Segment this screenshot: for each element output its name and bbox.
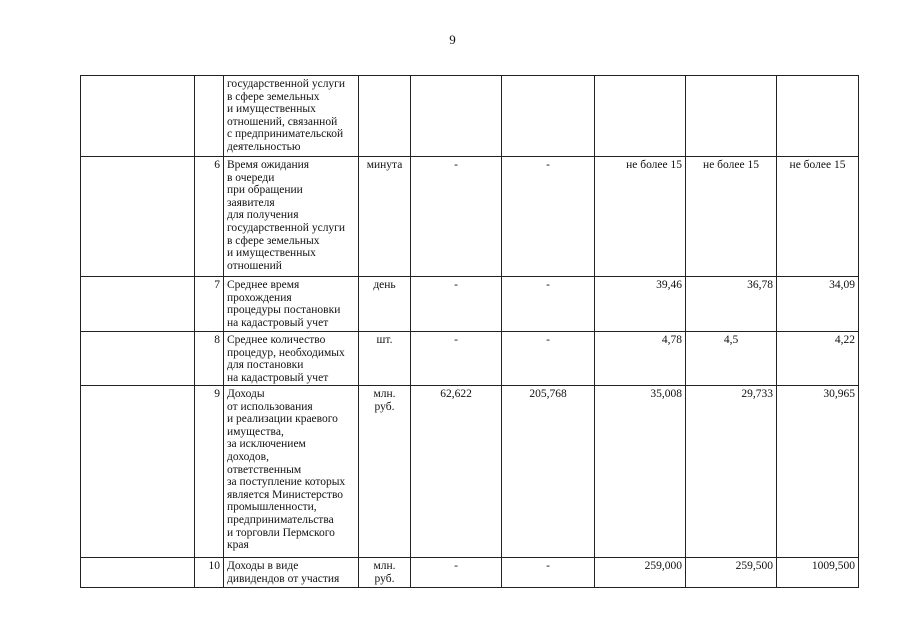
value-cell [411, 76, 502, 157]
blank-cell [81, 332, 195, 386]
unit-cell: минута [359, 157, 411, 277]
value-cell: не более 15 [595, 157, 686, 277]
unit-cell: день [359, 277, 411, 332]
table-row [81, 332, 859, 386]
value-cell: 30,965 [777, 386, 859, 558]
value-cell: 34,09 [777, 277, 859, 332]
value-cell: - [502, 332, 595, 386]
row-number [195, 76, 224, 157]
value-cell: 62,622 [411, 386, 502, 558]
value-cell: не более 15 [777, 157, 859, 277]
row-number: 10 [195, 558, 224, 588]
value-cell: 1009,500 [777, 558, 859, 588]
unit-cell [359, 76, 411, 157]
value-cell: - [502, 157, 595, 277]
value-cell [686, 76, 777, 157]
value-cell: 39,46 [595, 277, 686, 332]
value-cell: - [502, 558, 595, 588]
row-number: 8 [195, 332, 224, 386]
value-cell: 259,500 [686, 558, 777, 588]
value-cell: - [411, 157, 502, 277]
indicator-name: Доходы в виде дивидендов от участия [224, 558, 359, 588]
value-cell: 36,78 [686, 277, 777, 332]
unit-cell: млн. руб. [359, 386, 411, 558]
table-row [81, 386, 859, 558]
indicator-name: Доходы от использования и реализации краевого имущества, за исключением доходов, ответственным за поступление которых является Министерство промышленности, предпринимательства и торговли Пермского края [224, 386, 359, 558]
blank-cell [81, 558, 195, 588]
value-cell: - [502, 277, 595, 332]
page-number: 9 [449, 32, 456, 47]
row-number: 9 [195, 386, 224, 558]
indicator-name: Среднее время прохождения процедуры постановки на кадастровый учет [224, 277, 359, 332]
blank-cell [81, 157, 195, 277]
value-cell: 4,22 [777, 332, 859, 386]
blank-cell [81, 277, 195, 332]
value-cell: 259,000 [595, 558, 686, 588]
value-cell: - [411, 558, 502, 588]
unit-cell: млн. руб. [359, 558, 411, 588]
unit-cell: шт. [359, 332, 411, 386]
value-cell [595, 76, 686, 157]
indicator-name: Время ожидания в очереди при обращении заявителя для получения государственной услуги в сфере земельных и имущественных отношений [224, 157, 359, 277]
value-cell: 205,768 [502, 386, 595, 558]
table-row [81, 76, 859, 157]
table-row [81, 277, 859, 332]
blank-cell [81, 76, 195, 157]
value-cell: не более 15 [686, 157, 777, 277]
blank-cell [81, 386, 195, 558]
indicators-table [80, 75, 859, 588]
table-row [81, 157, 859, 277]
value-cell: - [411, 277, 502, 332]
value-cell: 4,78 [595, 332, 686, 386]
indicator-name: государственной услуги в сфере земельных и имущественных отношений, связанной с предпринимательской деятельностью [224, 76, 359, 157]
value-cell [777, 76, 859, 157]
value-cell [502, 76, 595, 157]
indicator-name: Среднее количество процедур, необходимых для постановки на кадастровый учет [224, 332, 359, 386]
table-row [81, 558, 859, 588]
value-cell: 35,008 [595, 386, 686, 558]
value-cell: 29,733 [686, 386, 777, 558]
value-cell: 4,5 [686, 332, 777, 386]
row-number: 7 [195, 277, 224, 332]
value-cell: - [411, 332, 502, 386]
row-number: 6 [195, 157, 224, 277]
